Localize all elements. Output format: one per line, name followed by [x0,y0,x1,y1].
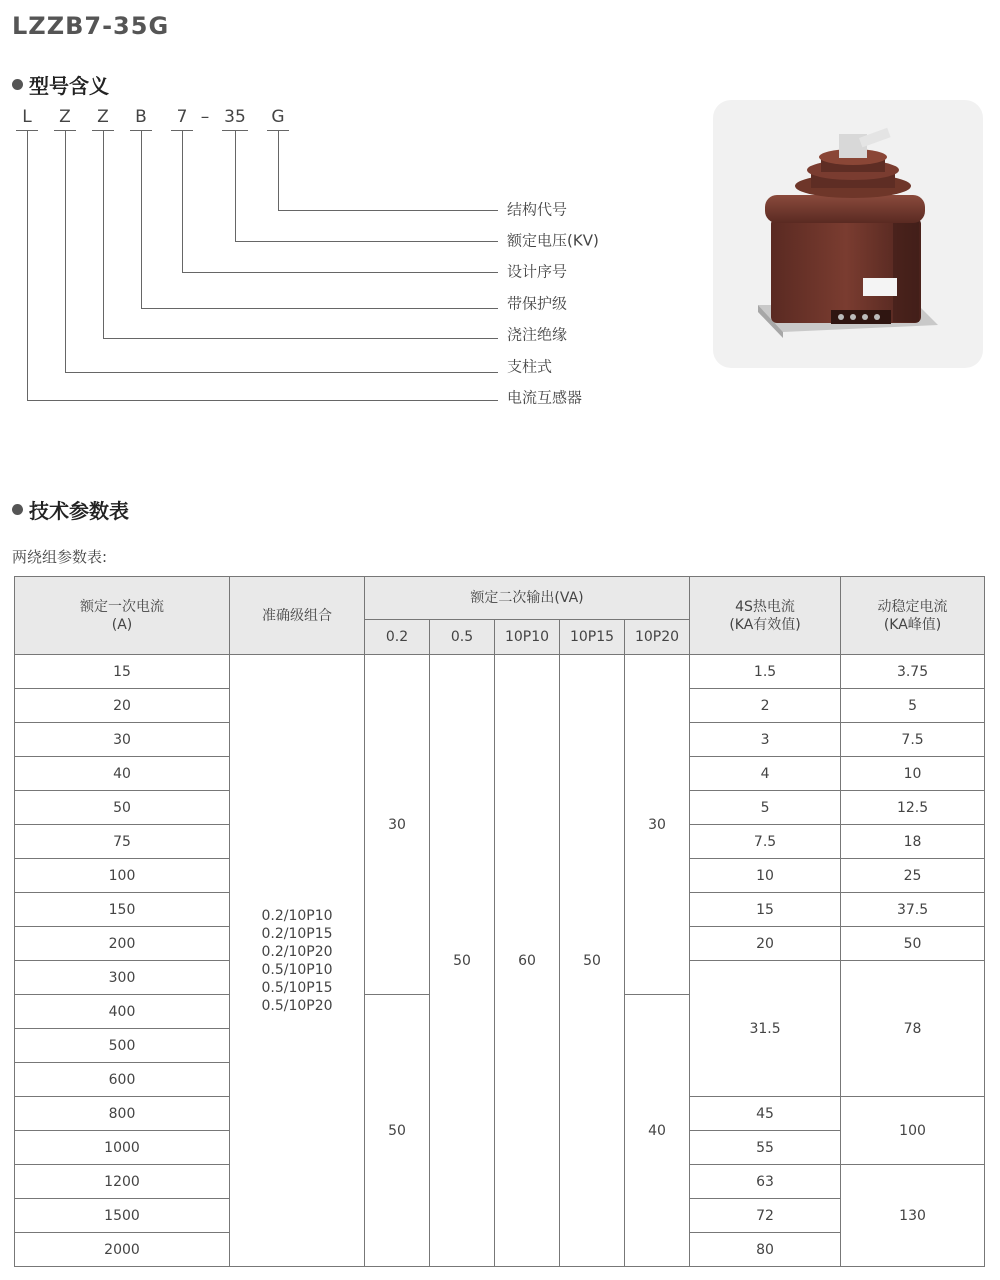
leader-line [27,130,28,400]
leader-line [278,210,498,211]
header-accuracy: 准确级组合 [230,577,365,655]
section-technical-params [12,495,129,524]
leader-line [182,272,498,273]
meaning-structure-code: 结构代号 [507,200,568,219]
header-output: 额定二次输出(VA) [365,577,690,620]
cell-dynamic: 100 [841,1097,985,1165]
model-letter: B [135,107,147,127]
cell-thermal: 2 [690,689,841,723]
cell-thermal: 10 [690,859,841,893]
cell-current: 100 [15,859,230,893]
meaning-cast-insulation: 浇注绝缘 [507,325,568,344]
header-dynamic-current: 动稳定电流 (KA峰值) [841,577,985,655]
cell-current: 150 [15,893,230,927]
section-title: 技术参数表 [29,499,129,523]
meaning-post-type: 支柱式 [507,357,553,376]
cell-thermal: 5 [690,791,841,825]
cell-current: 15 [15,655,230,689]
cell-dynamic: 7.5 [841,723,985,757]
cell-dynamic: 50 [841,927,985,961]
cell-thermal: 3 [690,723,841,757]
transformer-illustration [713,100,983,368]
header-output-10p20: 10P20 [625,620,690,655]
cell-current: 800 [15,1097,230,1131]
bullet-icon [12,504,23,515]
cell-dynamic: 5 [841,689,985,723]
cell-thermal: 15 [690,893,841,927]
cell-dynamic: 25 [841,859,985,893]
cell-thermal: 45 [690,1097,841,1131]
cell-current: 600 [15,1063,230,1097]
cell-dynamic: 12.5 [841,791,985,825]
model-letter: Z [59,107,71,127]
leader-line [27,400,498,401]
cell-current: 75 [15,825,230,859]
cell-thermal: 80 [690,1233,841,1267]
cell-dynamic: 78 [841,961,985,1097]
cell-current: 2000 [15,1233,230,1267]
leader-line [278,130,279,210]
cell-current: 200 [15,927,230,961]
meaning-rated-voltage: 额定电压(KV) [507,231,599,250]
page-title: LZZB7-35G [12,12,170,40]
cell-thermal: 7.5 [690,825,841,859]
cell-thermal: 63 [690,1165,841,1199]
cell-current: 20 [15,689,230,723]
meaning-protection-class: 带保护级 [507,294,568,313]
leader-line [141,130,142,308]
cell-dynamic: 18 [841,825,985,859]
model-letter: 35 [224,107,246,127]
leader-line [103,130,104,338]
header-output-10p15: 10P15 [560,620,625,655]
cell-accuracy-combos: 0.2/10P10 0.2/10P15 0.2/10P20 0.5/10P10 0.5/10P15 0.5/10P20 [230,655,365,1267]
bullet-icon [12,79,23,90]
header-rated-current: 额定一次电流 (A) [15,577,230,655]
cell-output-10p20: 30 [625,655,690,995]
cell-thermal: 55 [690,1131,841,1165]
cell-current: 1500 [15,1199,230,1233]
header-output-0.5: 0.5 [430,620,495,655]
cell-output-0.5: 50 [430,655,495,1267]
cell-current: 300 [15,961,230,995]
model-letter: – [200,107,210,127]
section-title: 型号含义 [29,74,109,98]
cell-output-0.2: 50 [365,995,430,1267]
cell-dynamic: 37.5 [841,893,985,927]
cell-thermal: 31.5 [690,961,841,1097]
leader-line [141,308,498,309]
cell-dynamic: 3.75 [841,655,985,689]
leader-line [182,130,183,272]
model-letter: G [271,107,285,127]
cell-dynamic: 130 [841,1165,985,1267]
model-letter: 7 [176,107,188,127]
table-row [15,655,985,689]
model-letter: L [22,107,32,127]
cell-thermal: 72 [690,1199,841,1233]
header-thermal-current: 4S热电流 (KA有效值) [690,577,841,655]
cell-thermal: 1.5 [690,655,841,689]
header-output-0.2: 0.2 [365,620,430,655]
product-image [713,100,983,368]
cell-current: 40 [15,757,230,791]
cell-thermal: 20 [690,927,841,961]
table-subtitle: 两绕组参数表: [12,548,108,566]
leader-line [65,130,66,372]
cell-output-0.2: 30 [365,655,430,995]
cell-current: 500 [15,1029,230,1063]
section-model-meaning [12,70,109,99]
header-output-10p10: 10P10 [495,620,560,655]
cell-output-10p15: 50 [560,655,625,1267]
cell-dynamic: 10 [841,757,985,791]
cell-current: 400 [15,995,230,1029]
model-letter: Z [97,107,109,127]
leader-line [103,338,498,339]
leader-line [235,130,236,241]
cell-output-10p10: 60 [495,655,560,1267]
leader-line [65,372,498,373]
cell-current: 30 [15,723,230,757]
leader-line [235,241,498,242]
cell-thermal: 4 [690,757,841,791]
meaning-current-transformer: 电流互感器 [507,388,583,407]
cell-output-10p20: 40 [625,995,690,1267]
cell-current: 1000 [15,1131,230,1165]
parameter-table [14,576,985,1267]
meaning-design-serial: 设计序号 [507,262,568,281]
cell-current: 1200 [15,1165,230,1199]
cell-current: 50 [15,791,230,825]
